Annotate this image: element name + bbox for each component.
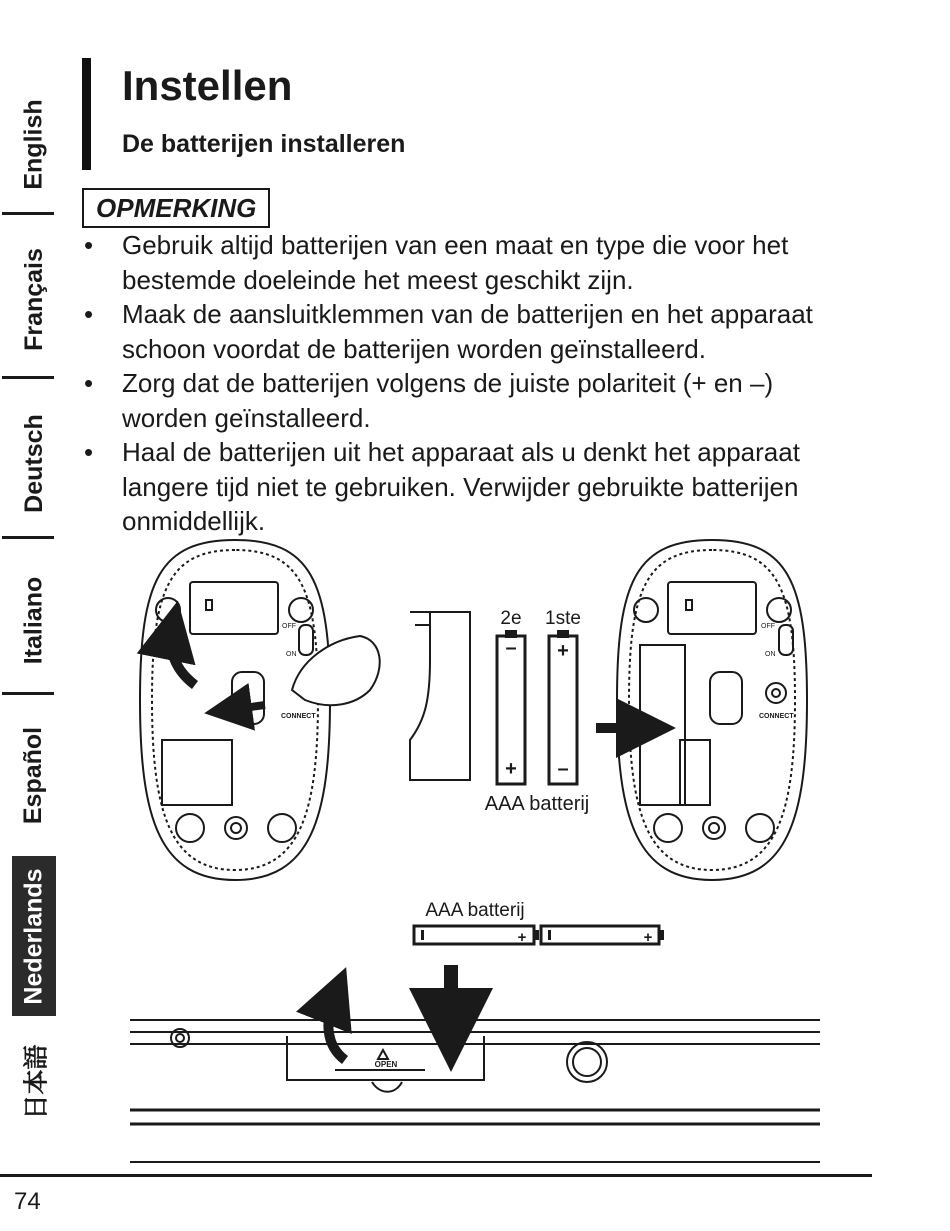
battery-first-label: 1ste xyxy=(545,608,581,629)
battery-horizontal-right-plus: + xyxy=(643,929,653,946)
bullet-icon: • xyxy=(84,299,94,329)
slide-arrow-icon xyxy=(228,705,265,710)
battery-horizontal-left-plus: + xyxy=(517,929,527,946)
battery-first-plus: + xyxy=(557,640,569,662)
connect-label-right: CONNECT xyxy=(759,713,794,720)
battery-type-label-top: AAA batterij xyxy=(484,793,590,815)
note-label: OPMERKING xyxy=(82,188,270,228)
tab-espanol-label: Español xyxy=(19,726,48,824)
switch-on-label-right: ON xyxy=(765,651,776,658)
battery-second-minus: – xyxy=(505,637,517,659)
switch-off-label: OFF xyxy=(282,623,296,630)
list-item-text: Zorg dat de batterijen volgens de juiste polariteit (+ en –) worden geïnstalleerd. xyxy=(122,368,774,433)
battery-second-label: 2e xyxy=(500,608,522,629)
tab-japanese-label: 日本語 xyxy=(22,1044,51,1120)
section-subtitle: De batterijen installeren xyxy=(122,130,406,158)
tab-nederlands-label: Nederlands xyxy=(19,867,48,1005)
bullet-icon: • xyxy=(84,368,94,398)
battery-type-label-bottom: AAA batterij xyxy=(425,900,525,921)
switch-off-label-right: OFF xyxy=(761,623,775,630)
hand-press-icon xyxy=(292,636,380,705)
open-label: OPEN xyxy=(374,1060,398,1069)
tab-francais-label: Français xyxy=(19,247,48,351)
page-number: 74 xyxy=(14,1188,41,1215)
list-item-text: Gebruik altijd batterijen van een maat en type die voor het bestemde doeleinde het meest geschikt zijn. xyxy=(122,230,789,295)
bullet-icon: • xyxy=(84,230,94,260)
tab-italiano-label: Italiano xyxy=(19,576,48,664)
page-title: Instellen xyxy=(122,62,293,109)
lift-cover-arrow-icon xyxy=(171,630,195,685)
footer-rule xyxy=(0,1174,872,1177)
list-item-text: Haal de batterijen uit het apparaat als u denkt het apparaat langere tijd niet te gebruiken. Verwijder gebruikte batterijen onmiddellijk. xyxy=(122,437,800,536)
tab-english-label: English xyxy=(19,98,48,190)
battery-cover xyxy=(410,612,470,780)
mouse-underside-right xyxy=(617,540,807,880)
bullet-icon: • xyxy=(84,437,94,467)
connect-label: CONNECT xyxy=(281,713,316,720)
battery-second-plus: + xyxy=(505,758,517,780)
cover-open-arrow-icon xyxy=(328,995,345,1060)
battery-first-minus: – xyxy=(557,758,569,780)
mouse-side-view xyxy=(130,1020,820,1162)
tab-deutsch-label: Deutsch xyxy=(19,413,48,513)
switch-on-label: ON xyxy=(286,651,297,658)
list-item-text: Maak de aansluitklemmen van de batterijen en het apparaat schoon voordat de batterijen worden geïnstalleerd. xyxy=(122,299,813,364)
